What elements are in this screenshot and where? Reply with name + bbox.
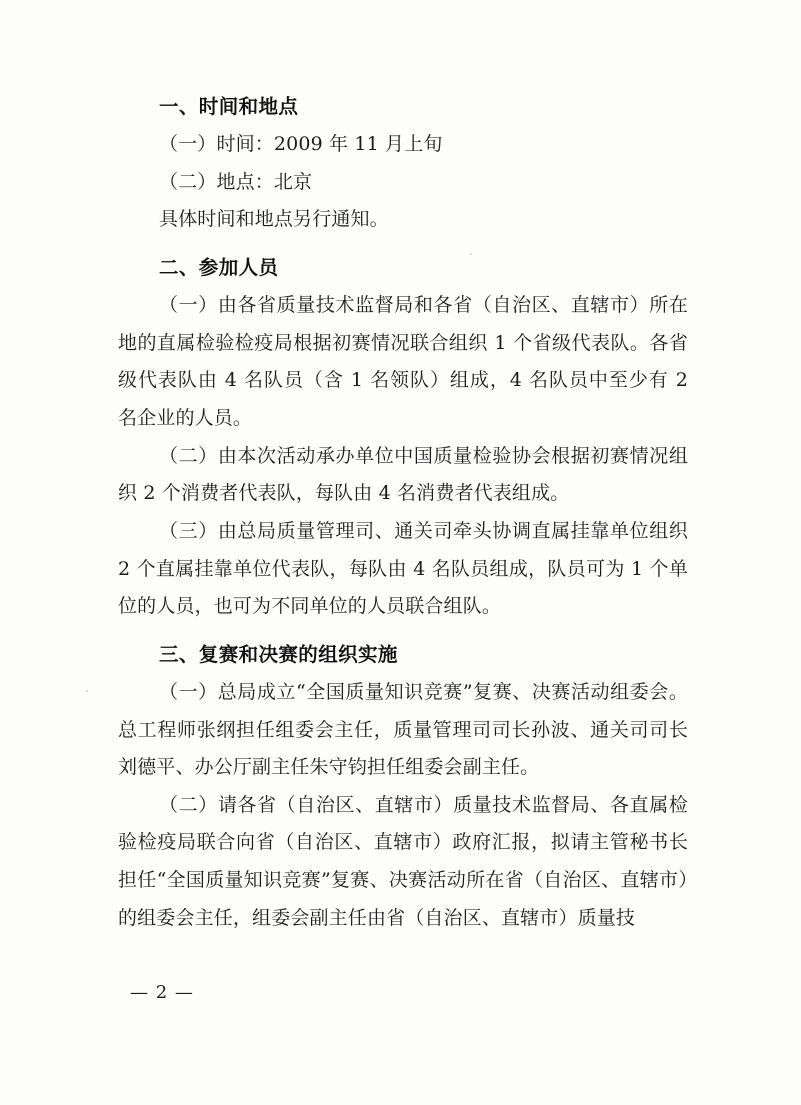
paragraph: （三）由总局质量管理司、通关司牵头协调直属挂靠单位组织 2 个直属挂靠单位代表队，每队由 4 名队员组成，队员可为 1 个单位的人员，也可为不同单位的人员联合组队。: [118, 519, 688, 618]
section-heading-2: 二、参加人员: [159, 256, 279, 280]
paragraph: 具体时间和地点另行通知。: [159, 208, 389, 231]
page-number: — 2 —: [130, 982, 194, 1003]
scan-speck: [86, 690, 88, 692]
document-body: [118, 92, 688, 937]
paragraph: （一）总局成立“全国质量知识竞赛”复赛、决赛活动组委会。总工程师张纲担任组委会主任，质量管理司司长孙波、通关司司长刘德平、办公厅副主任朱守钧担任组委会副主任。: [118, 680, 688, 779]
section-heading-1: 一、时间和地点: [159, 95, 299, 118]
paragraph: （二）由本次活动承办单位中国质量检验协会根据初赛情况组织 2 个消费者代表队，每队由 4 名消费者代表组成。: [118, 444, 688, 505]
section-heading-3: 三、复赛和决赛的组织实施: [159, 642, 398, 666]
paragraph: （一）由各省质量技术监督局和各省（自治区、直辖市）所在地的直属检验检疫局根据初赛情况联合组织 1 个省级代表队。各省级代表队由 4 名队员（含 1 名领队）组成，4 名队员中至少有 2 名企业的人员。: [118, 294, 688, 430]
paragraph: （二）请各省（自治区、直辖市）质量技术监督局、各直属检验检疫局联合向省（自治区、直辖市）政府汇报，拟请主管秘书长担任“全国质量知识竞赛”复赛、决赛活动所在省（自治区、直辖市）的组委会主任，组委会副主任由省（自治区、直辖市）质量技: [118, 793, 688, 929]
paragraph: （一）时间：2009 年 11 月上旬: [159, 133, 443, 156]
paragraph: （二）地点：北京: [159, 170, 313, 193]
